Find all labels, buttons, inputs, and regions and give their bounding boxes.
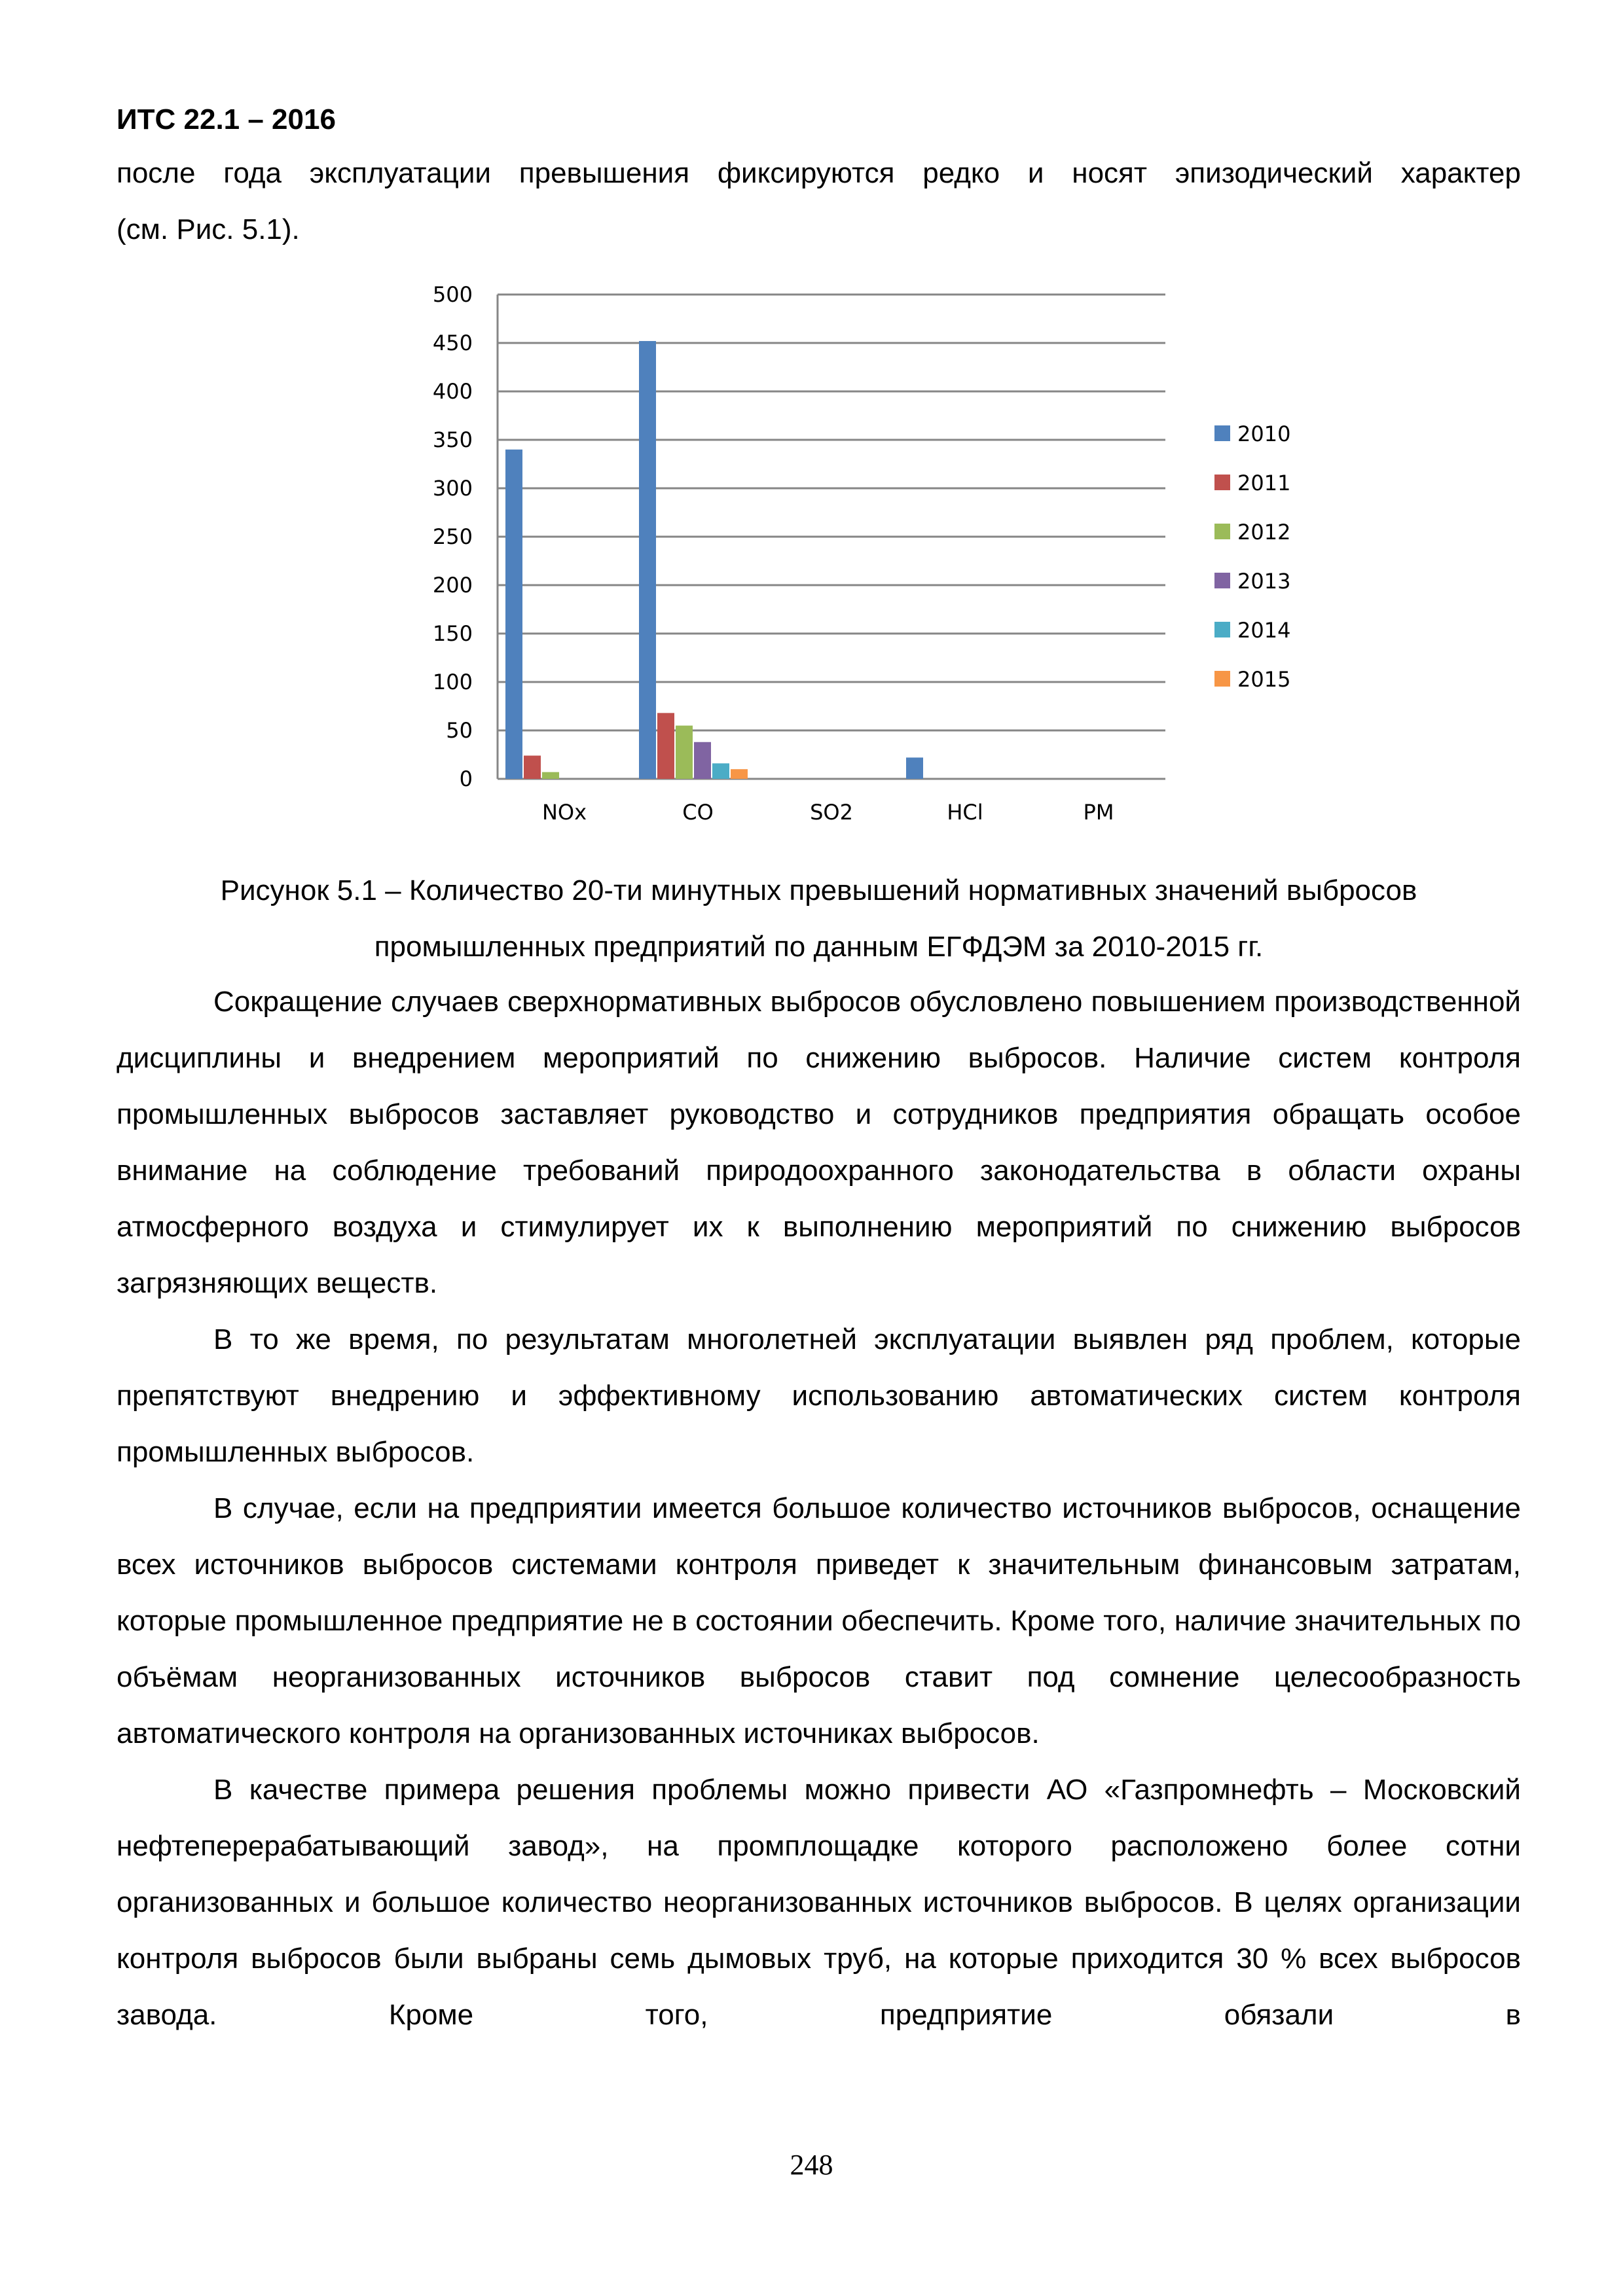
y-tick-label: 350 — [432, 427, 473, 452]
bar — [524, 755, 541, 779]
legend-label: 2011 — [1237, 471, 1291, 495]
x-tick-label: CO — [682, 800, 714, 825]
legend-label: 2015 — [1237, 667, 1291, 692]
y-tick-label: 100 — [432, 670, 473, 694]
y-tick-label: 0 — [459, 766, 473, 791]
bar — [906, 757, 923, 779]
caption-line-1: Рисунок 5.1 – Количество 20-ти минутных превышений нормативных значений выбросов — [220, 874, 1417, 906]
y-tick-label: 450 — [432, 331, 473, 355]
y-tick-label: 300 — [432, 476, 473, 501]
legend-label: 2012 — [1237, 520, 1291, 545]
legend-swatch — [1214, 622, 1230, 637]
y-tick-label: 400 — [432, 379, 473, 404]
y-tick-label: 250 — [432, 524, 473, 549]
y-tick-label: 200 — [432, 573, 473, 598]
intro-line-1: после года эксплуатации превышения фиксируются редко и носят эпизодический характер — [117, 157, 1521, 189]
body-paragraphs — [117, 974, 1521, 2043]
paragraph: В то же время, по результатам многолетней эксплуатации выявлен ряд проблем, которые препятствуют внедрению и эффективному использованию автоматических систем контроля промышленных выбросов. — [117, 1323, 1521, 1468]
bar — [676, 726, 693, 779]
legend-label: 2010 — [1237, 422, 1291, 446]
bar — [731, 769, 748, 779]
x-tick-label: SO2 — [810, 800, 853, 825]
bar — [542, 772, 559, 779]
document-header: ИТС 22.1 – 2016 — [117, 103, 336, 135]
paragraph: Сокращение случаев сверхнормативных выбросов обусловлено повышением производственной дисциплины и внедрением мероприятий по снижению выбросов. Наличие систем контроля промышленных выбросов заставляет руководство и сотрудников предприятия обращать особое внимание на соблюдение требований природоохранного законодательства в области охраны атмосферного воздуха и стимулирует их к выполнению мероприятий по снижению выбросов загрязняющих веществ. — [117, 986, 1521, 1299]
legend-swatch — [1214, 475, 1230, 490]
paragraph: В случае, если на предприятии имеется большое количество источников выбросов, оснащение всех источников выбросов системами контроля приведет к значительным финансовым затратам, которые промышленное предприятие не в состоянии обеспечить. Кроме того, наличие значительных по объёмам неорганизованных источников выбросов ставит под сомнение целесообразность автоматического контроля на организованных источниках выбросов. — [117, 1492, 1521, 1749]
legend-swatch — [1214, 573, 1230, 588]
figure-caption — [117, 863, 1521, 975]
y-tick-label: 150 — [432, 621, 473, 646]
intro-line-2: (см. Рис. 5.1). — [117, 213, 300, 245]
bar — [657, 713, 674, 779]
x-tick-label: HCl — [947, 800, 983, 825]
paragraph: В качестве примера решения проблемы можно привести АО «Газпромнефть – Московский нефтеперерабатывающий завод», на промплощадке которого расположено более сотни организованных и большое количество неорганизованных источников выбросов. В целях организации контроля выбросов были выбраны семь дымовых труб, на которые приходится 30 % всех выбросов завода. Кроме того, предприятие обязали в — [117, 1774, 1521, 2031]
bar — [505, 450, 522, 779]
caption-line-2: промышленных предприятий по данным ЕГФДЭМ за 2010-2015 гг. — [374, 931, 1264, 963]
legend-swatch — [1214, 524, 1230, 539]
y-tick-label: 500 — [432, 282, 473, 307]
bar-chart — [406, 275, 1322, 851]
intro-text — [117, 145, 1521, 258]
y-tick-label: 50 — [446, 718, 473, 743]
legend-swatch — [1214, 425, 1230, 441]
x-tick-label: PM — [1083, 800, 1114, 825]
bar — [639, 341, 656, 779]
bar — [694, 742, 711, 779]
legend-label: 2014 — [1237, 618, 1291, 643]
legend-label: 2013 — [1237, 569, 1291, 594]
x-tick-label: NOx — [541, 800, 587, 825]
page-number: 248 — [790, 2149, 833, 2181]
bar — [712, 763, 729, 779]
legend-swatch — [1214, 671, 1230, 687]
